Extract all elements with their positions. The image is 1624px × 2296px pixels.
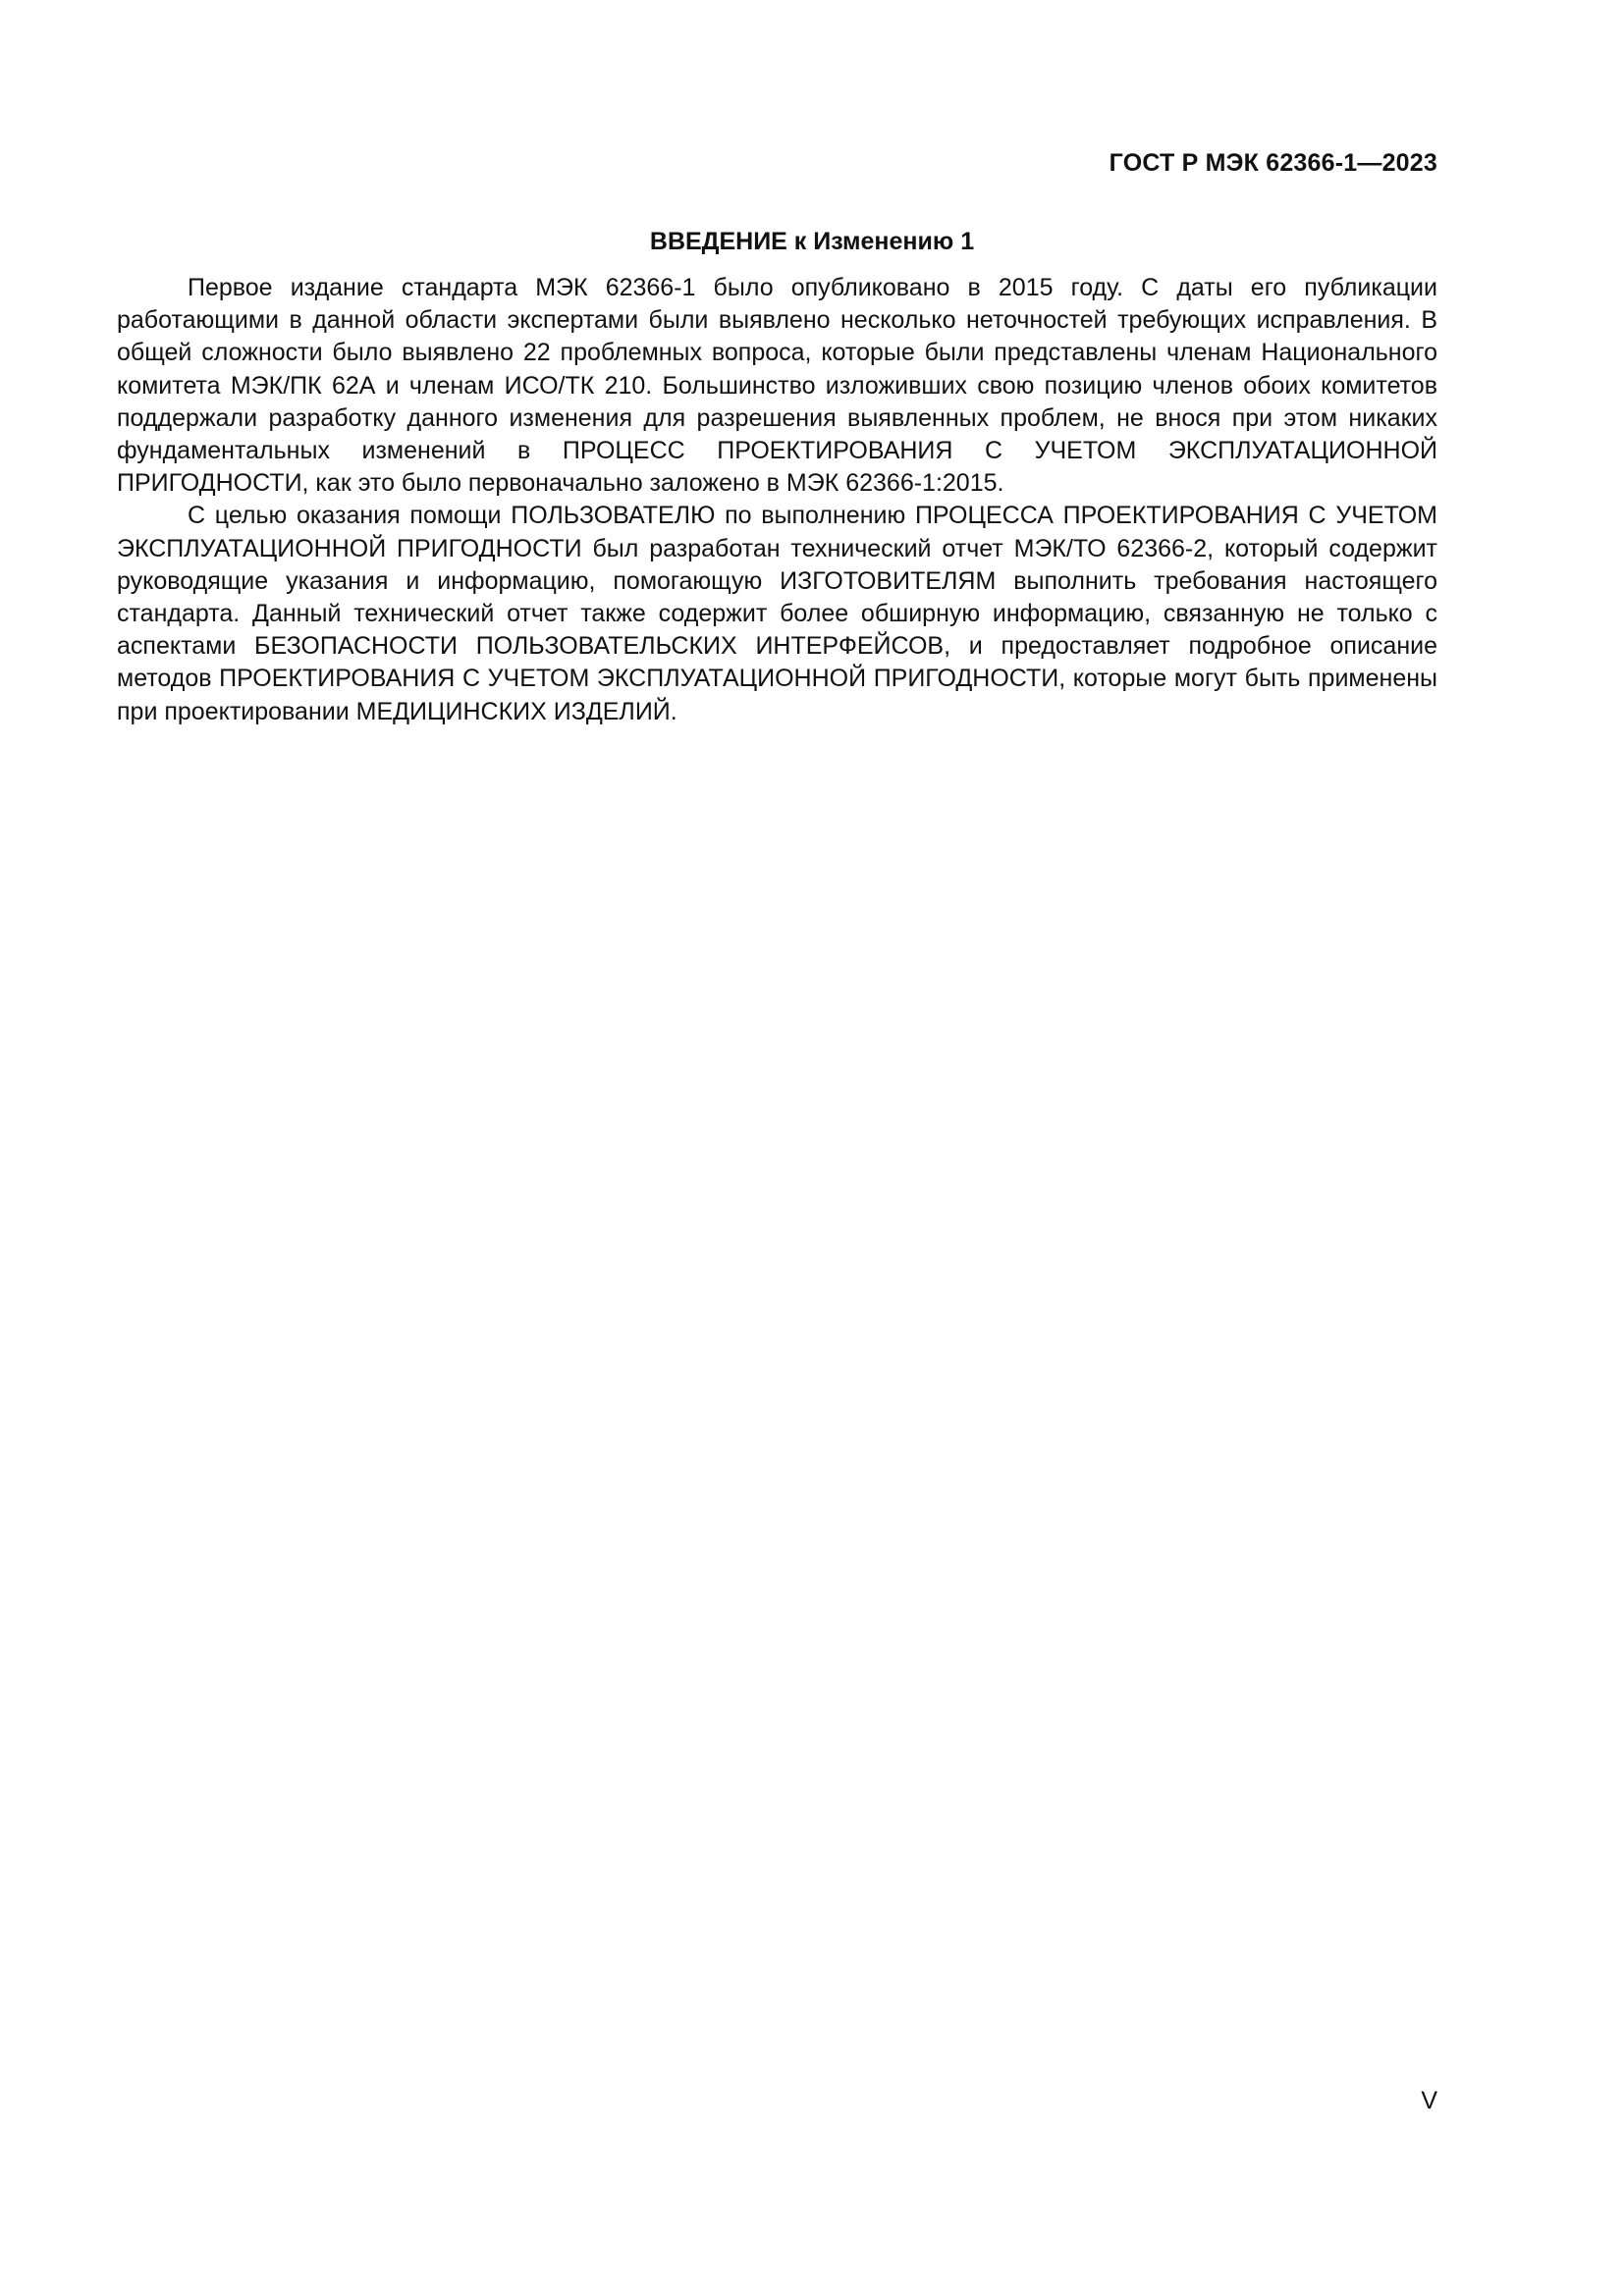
- paragraph-2: С целью оказания помощи ПОЛЬЗОВАТЕЛЮ по выполнению ПРОЦЕССА ПРОЕКТИРОВАНИЯ С УЧЕТОМ ЭКСПЛУАТАЦИОННОЙ ПРИГОДНОСТИ был разработан технический отчет МЭК/ТО 62366-2, который содержит руководящие указания и информацию, помогающую ИЗГОТОВИТЕЛЯМ выполнить требования настоящего стандарта. Данный технический отчет также содержит более обширную информацию, связанную не только с аспектами БЕЗОПАСНОСТИ ПОЛЬЗОВАТЕЛЬСКИХ ИНТЕРФЕЙСОВ, и предоставляет подробное описание методов ПРОЕКТИРОВАНИЯ С УЧЕТОМ ЭКСПЛУАТАЦИОННОЙ ПРИГОДНОСТИ, которые могут быть применены при проектировании МЕДИЦИНСКИХ ИЗДЕЛИЙ.: [117, 502, 1437, 725]
- paragraph-1: Первое издание стандарта МЭК 62366-1 было опубликовано в 2015 году. С даты его публикации работающими в данной области экспертами были выявлено несколько неточностей требующих исправления. В общей сложности было выявлено 22 проблемных вопроса, которые были представлены членам Национального комитета МЭК/ПК 62А и членам ИСО/ТК 210. Большинство изложивших свою позицию членов обоих комитетов поддержали разработку данного изменения для разрешения выявленных проблем, не внося при этом никаких фундаментальных изменений в ПРОЦЕСС ПРОЕКТИРОВАНИЯ С УЧЕТОМ ЭКСПЛУАТАЦИОННОЙ ПРИГОДНОСТИ, как это было первоначально заложено в МЭК 62366-1:2015.: [117, 274, 1437, 498]
- standard-header: ГОСТ Р МЭК 62366-1—2023: [1109, 149, 1437, 177]
- page-number: V: [1421, 2087, 1437, 2114]
- section-title: ВВЕДЕНИЕ к Изменению 1: [649, 228, 975, 255]
- document-body: [117, 272, 1437, 728]
